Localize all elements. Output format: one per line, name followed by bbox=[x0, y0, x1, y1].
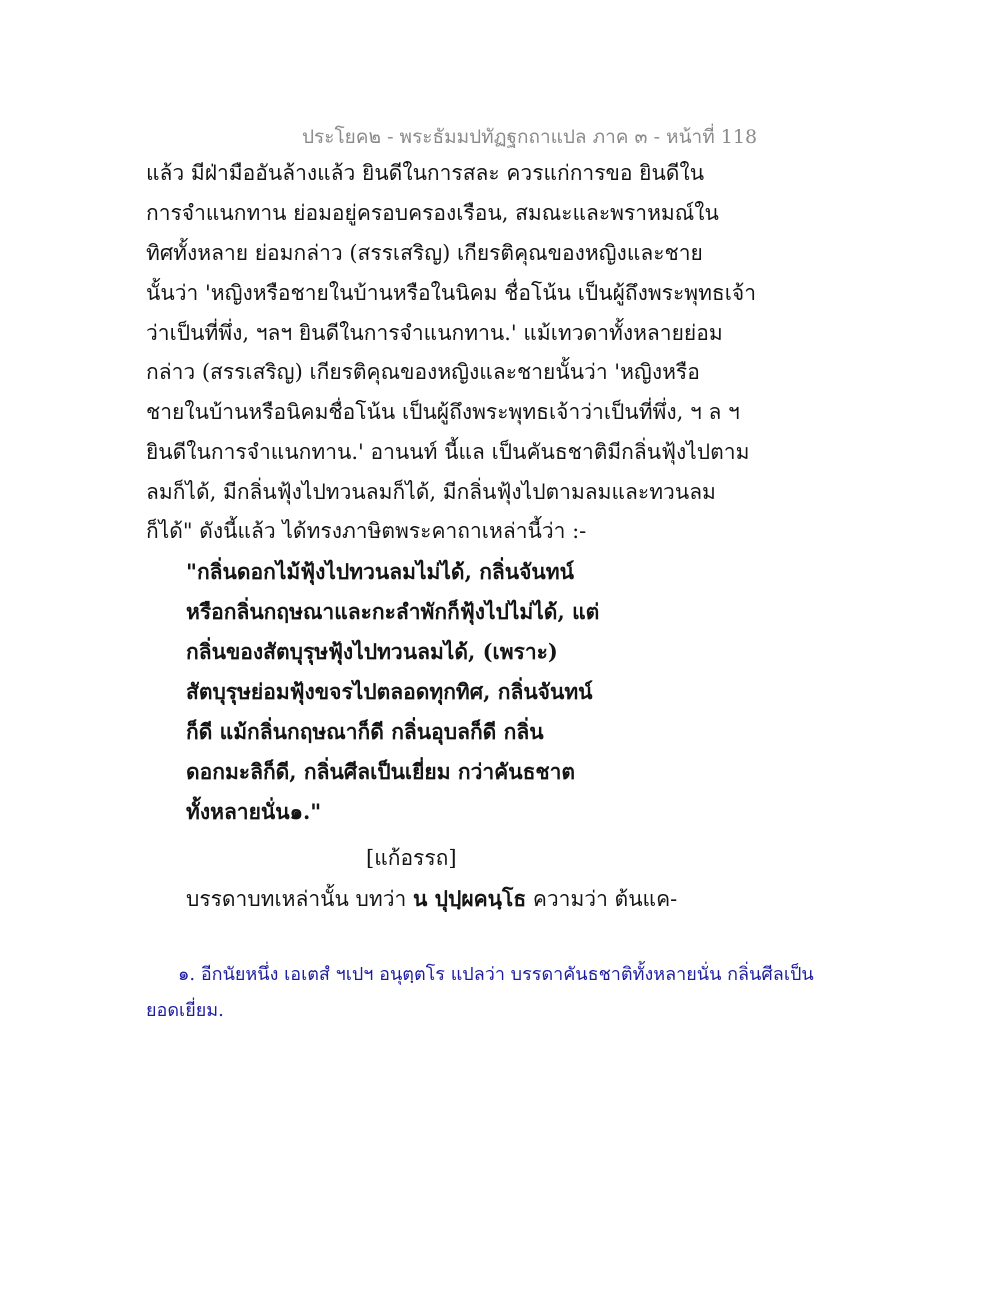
body-line: การจำแนกทาน ย่อมอยู่ครอบครองเรือน, สมณะและพราหมณ์ใน bbox=[146, 201, 719, 225]
body-line: แล้ว มีฝ่ามืออันล้างแล้ว ยินดีในการสละ ควรแก่การขอ ยินดีใน bbox=[146, 161, 705, 185]
page-header: ประโยค๒ - พระธัมมปทัฏฐกถาแปล ภาค ๓ - หน้าที่ 118 bbox=[302, 126, 758, 148]
pali-term: น ปุปฺผคนฺโธ bbox=[413, 886, 527, 911]
verse-line: สัตบุรุษย่อมฟุ้งขจรไปตลอดทุกทิศ, กลิ่นจันทน์ bbox=[186, 679, 593, 704]
verse-line: ก็ดี แม้กลิ่นกฤษณาก็ดี กลิ่นอุบลก็ดี กลิ่น bbox=[186, 719, 544, 744]
body-line: ว่าเป็นที่พึ่ง, ฯลฯ ยินดีในการจำแนกทาน.' แม้เทวดาทั้งหลายย่อม bbox=[146, 321, 723, 345]
verse-line: "กลิ่นดอกไม้ฟุ้งไปทวนลมไม่ได้, กลิ่นจันทน์ bbox=[186, 559, 574, 584]
verse-line: หรือกลิ่นกฤษณาและกะลำพักก็ฟุ้งไปไม่ได้, แต่ bbox=[186, 599, 600, 624]
body-line: ทิศทั้งหลาย ย่อมกล่าว (สรรเสริญ) เกียรติคุณของหญิงและชาย bbox=[146, 241, 703, 265]
commentary-prefix: บรรดาบทเหล่านั้น บทว่า bbox=[186, 887, 413, 911]
body-line: นั้นว่า 'หญิงหรือชายในบ้านหรือในนิคม ชื่อโน้น เป็นผู้ถึงพระพุทธเจ้า bbox=[146, 281, 757, 305]
verse-reference: [แก้อรรถ] bbox=[366, 846, 457, 870]
verse-line: กลิ่นของสัตบุรุษฟุ้งไปทวนลมได้, (เพราะ) bbox=[186, 639, 558, 664]
body-line: ชายในบ้านหรือนิคมชื่อโน้น เป็นผู้ถึงพระพุทธเจ้าว่าเป็นที่พึ่ง, ฯ ล ฯ bbox=[146, 400, 740, 424]
footnote-line: ยอดเยี่ยม. bbox=[146, 1000, 224, 1021]
body-line: ยินดีในการจำแนกทาน.' อานนท์ นี้แล เป็นคันธชาติมีกลิ่นฟุ้งไปตาม bbox=[146, 440, 750, 464]
commentary-suffix: ความว่า ต้นแค- bbox=[526, 887, 678, 911]
body-line: ก็ได้" ดังนี้แล้ว ได้ทรงภาษิตพระคาถาเหล่านี้ว่า :- bbox=[146, 519, 587, 543]
verse-line: ดอกมะลิก็ดี, กลิ่นศีลเป็นเยี่ยม กว่าคันธชาต bbox=[186, 759, 576, 784]
body-line: ลมก็ได้, มีกลิ่นฟุ้งไปทวนลมก็ได้, มีกลิ่นฟุ้งไปตามลมและทวนลม bbox=[146, 480, 716, 504]
verse-line: ทั้งหลายนั่น๑." bbox=[186, 799, 322, 824]
footnote-line: ๑. อีกนัยหนึ่ง เอเตสํ ฯเปฯ อนุตฺตโร แปลว่า บรรดาคันธชาติทั้งหลายนั่น กลิ่นศีลเป็น bbox=[178, 964, 814, 985]
commentary-line bbox=[186, 884, 677, 914]
body-line: กล่าว (สรรเสริญ) เกียรติคุณของหญิงและชายนั้นว่า 'หญิงหรือ bbox=[146, 360, 700, 384]
